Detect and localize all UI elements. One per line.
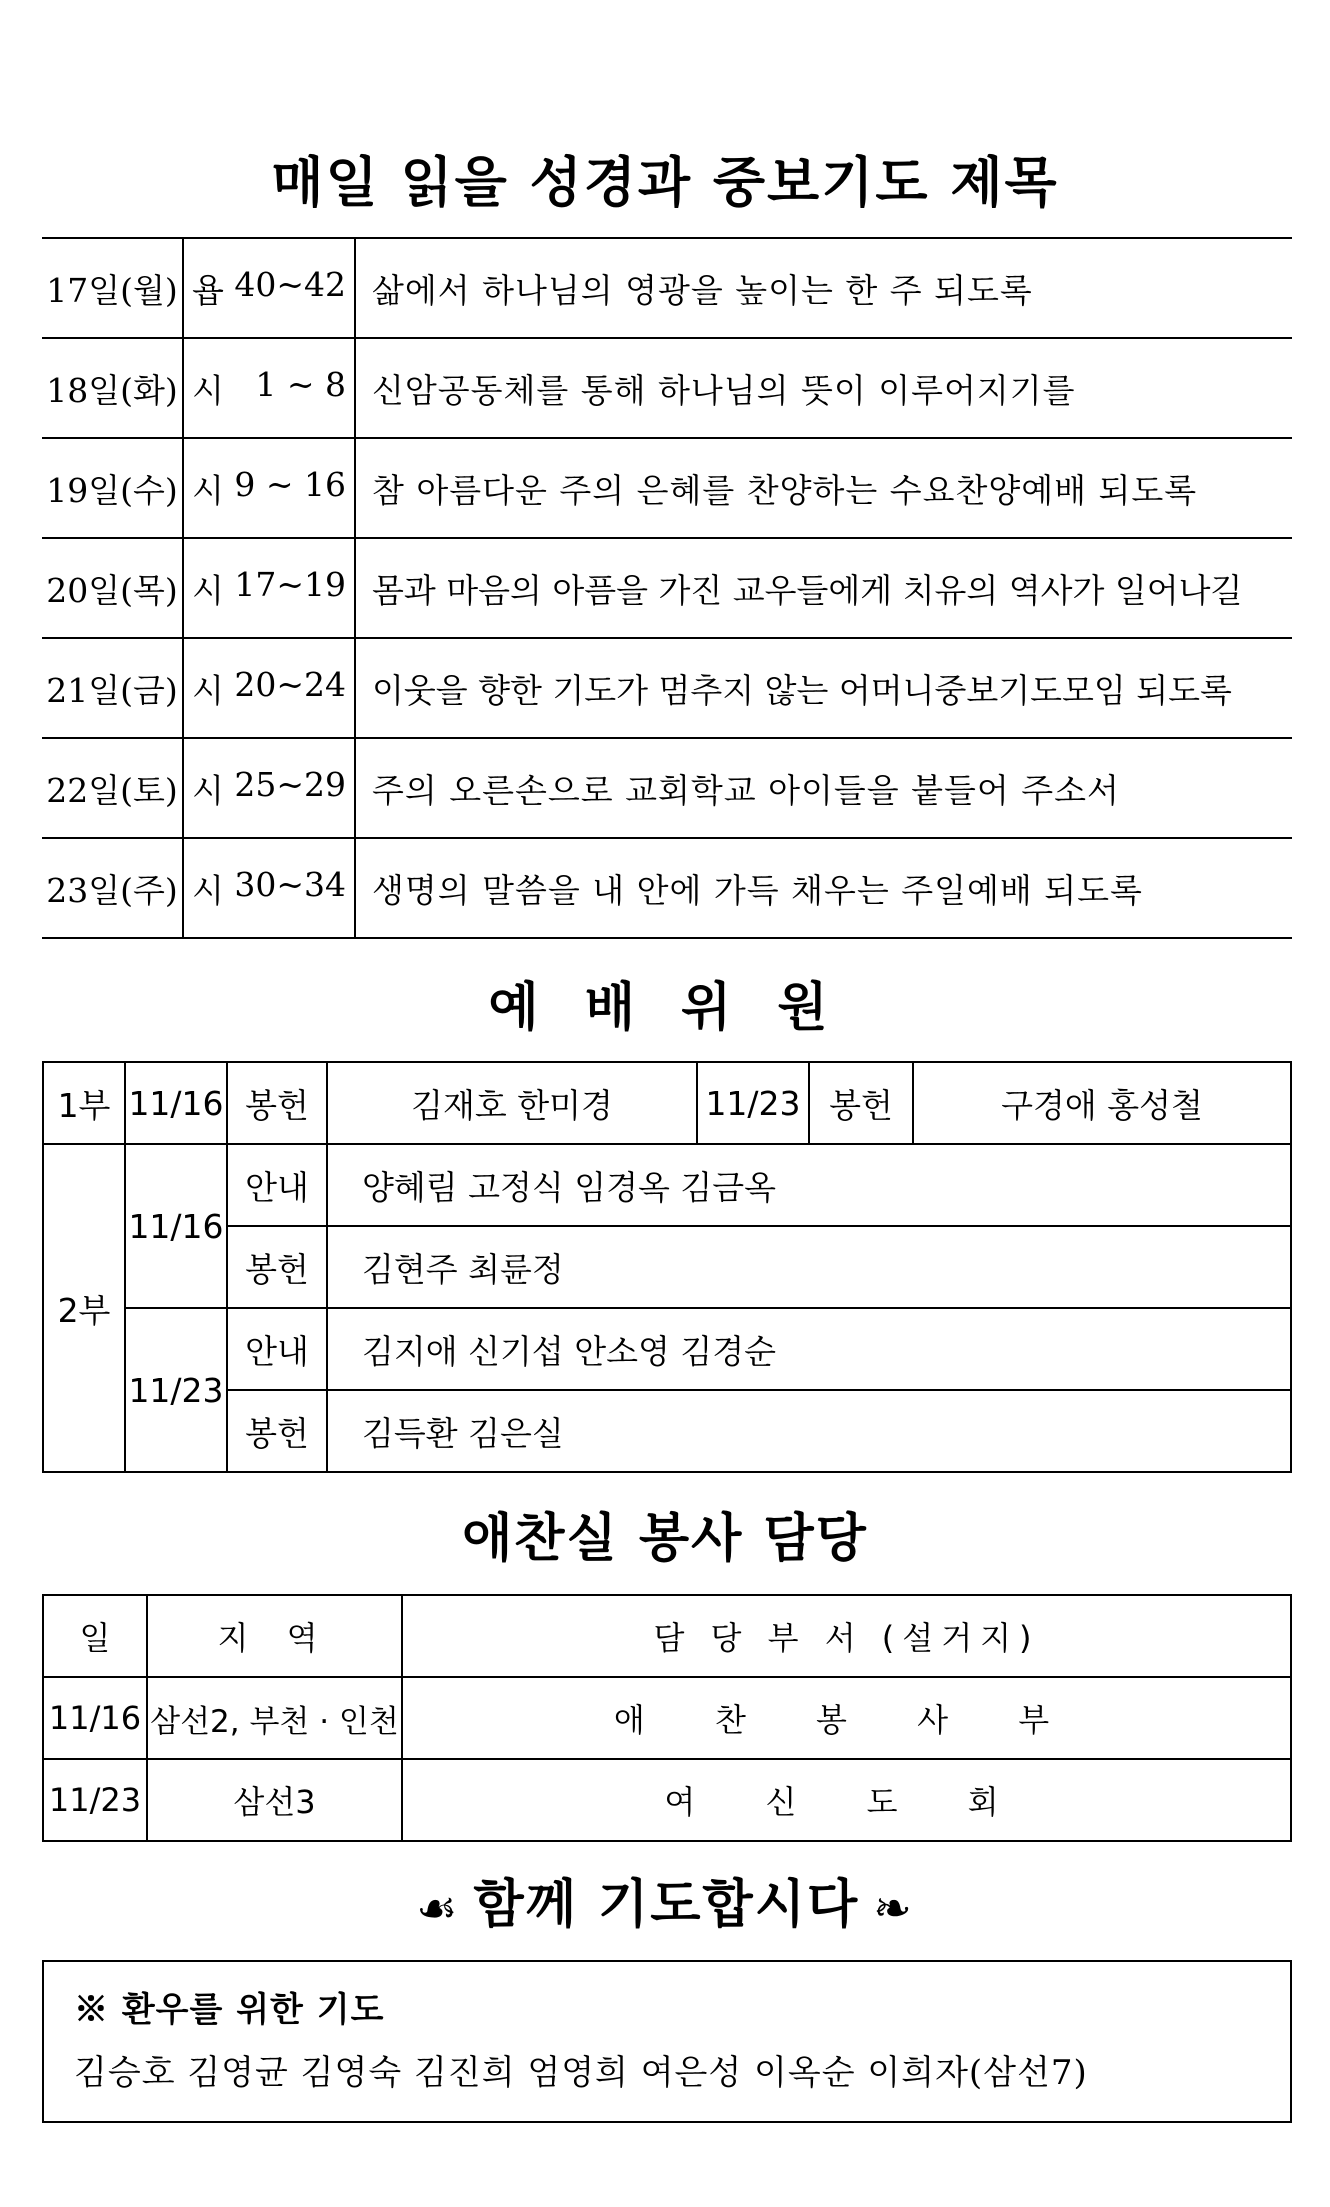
region-cell: 삼선3 [147, 1759, 402, 1841]
table-row [43, 1062, 1291, 1144]
table-row [42, 338, 1292, 438]
reference-cell [183, 438, 355, 538]
prayer-topic: 이웃을 향한 기도가 멈추지 않는 어머니중보기도모임 되도록 [355, 638, 1292, 738]
bible-reading-table [42, 237, 1292, 939]
role-cell: 봉헌 [227, 1226, 327, 1308]
date-cell: 11/16 [125, 1062, 227, 1144]
book-label: 시 [192, 770, 224, 810]
reference-cell [183, 338, 355, 438]
day-cell: 20일(목) [42, 538, 183, 638]
dept-cell: 여 신 도 회 [402, 1759, 1291, 1841]
reference-cell [183, 738, 355, 838]
table-row [42, 638, 1292, 738]
bible-section-title: 매일 읽을 성경과 중보기도 제목 [271, 151, 1059, 214]
choir-section-title: 애찬실 봉사 담당 [462, 1509, 868, 1569]
dept-cell: 애 찬 봉 사 부 [402, 1677, 1291, 1759]
table-row [43, 1677, 1291, 1759]
date-cell: 11/23 [697, 1062, 809, 1144]
header-dept: 담 당 부 서 (설거지) [402, 1595, 1291, 1677]
reference-cell [183, 538, 355, 638]
day-cell: 23일(주) [42, 838, 183, 938]
verse-label: 1 ~ 8 [255, 364, 346, 404]
role-cell: 안내 [227, 1144, 327, 1226]
table-row [43, 1759, 1291, 1841]
prayer-topic: 삶에서 하나님의 영광을 높이는 한 주 되도록 [355, 238, 1292, 338]
date-cell: 11/16 [125, 1144, 227, 1308]
table-header-row [43, 1595, 1291, 1677]
verse-label: 25~29 [234, 764, 346, 804]
names-cell: 김재호 한미경 [327, 1062, 697, 1144]
table-row [42, 438, 1292, 538]
date-cell: 11/23 [125, 1308, 227, 1472]
day-cell: 18일(화) [42, 338, 183, 438]
table-row [42, 538, 1292, 638]
prayer-topic: 참 아름다운 주의 은혜를 찬양하는 수요찬양예배 되도록 [355, 438, 1292, 538]
prayer-box-heading: ※ 환우를 위한 기도 [74, 1990, 385, 2030]
prayer-topic: 주의 오른손으로 교회학교 아이들을 붙들어 주소서 [355, 738, 1292, 838]
verse-label: 9 ~ 16 [234, 464, 346, 504]
reference-cell [183, 638, 355, 738]
book-label: 시 [192, 870, 224, 910]
role-cell: 봉헌 [227, 1390, 327, 1472]
names-cell: 양혜림 고정식 임경옥 김금옥 [327, 1144, 1291, 1226]
verse-label: 20~24 [234, 664, 346, 704]
role-cell: 봉헌 [227, 1062, 327, 1144]
table-row [42, 238, 1292, 338]
verse-label: 30~34 [234, 864, 346, 904]
table-row [42, 738, 1292, 838]
worship-committee-table [42, 1061, 1292, 1473]
day-cell: 17일(월) [42, 238, 183, 338]
prayer-section-title [0, 1862, 1330, 1937]
role-cell: 안내 [227, 1308, 327, 1390]
day-cell: 19일(수) [42, 438, 183, 538]
header-region: 지 역 [147, 1595, 402, 1677]
verse-label: 40~42 [234, 264, 346, 304]
names-cell: 김득환 김은실 [327, 1390, 1291, 1472]
book-label: 시 [192, 670, 224, 710]
names-cell: 구경애 홍성철 [913, 1062, 1291, 1144]
choir-room-table [42, 1594, 1292, 1842]
book-label: 욥 [192, 270, 224, 310]
reference-cell [183, 238, 355, 338]
verse-label: 17~19 [234, 564, 346, 604]
prayer-title-text: 함께 기도합시다 [473, 1875, 860, 1935]
service-label: 1부 [43, 1062, 125, 1144]
table-row [43, 1226, 1291, 1308]
names-cell: 김현주 최륜정 [327, 1226, 1291, 1308]
book-label: 시 [192, 470, 224, 510]
day-cell: 11/16 [43, 1677, 147, 1759]
table-row [42, 838, 1292, 938]
table-row [43, 1144, 1291, 1226]
reference-cell [183, 838, 355, 938]
service-label: 2부 [43, 1144, 125, 1472]
prayer-box-names: 김승호 김영균 김영숙 김진희 엄영희 여은성 이옥순 이희자(삼선7) [74, 2053, 1088, 2093]
table-row [43, 1308, 1291, 1390]
prayer-topic: 몸과 마음의 아픔을 가진 교우들에게 치유의 역사가 일어나길 [355, 538, 1292, 638]
prayer-topic: 신암공동체를 통해 하나님의 뜻이 이루어지기를 [355, 338, 1292, 438]
header-day: 일 [43, 1595, 147, 1677]
table-row [43, 1390, 1291, 1472]
book-label: 시 [192, 570, 224, 610]
role-cell: 봉헌 [809, 1062, 913, 1144]
names-cell: 김지애 신기섭 안소영 김경순 [327, 1308, 1291, 1390]
floral-ornament-right-icon: ❧ [873, 1881, 914, 1935]
floral-ornament-left-icon: ☙ [416, 1881, 460, 1935]
worship-section-title: 예 배 위 원 [488, 978, 842, 1038]
prayer-request-box [42, 1960, 1292, 2123]
prayer-topic: 생명의 말씀을 내 안에 가득 채우는 주일예배 되도록 [355, 838, 1292, 938]
day-cell: 22일(토) [42, 738, 183, 838]
day-cell: 21일(금) [42, 638, 183, 738]
region-cell: 삼선2, 부천 · 인천 [147, 1677, 402, 1759]
day-cell: 11/23 [43, 1759, 147, 1841]
book-label: 시 [192, 370, 224, 410]
